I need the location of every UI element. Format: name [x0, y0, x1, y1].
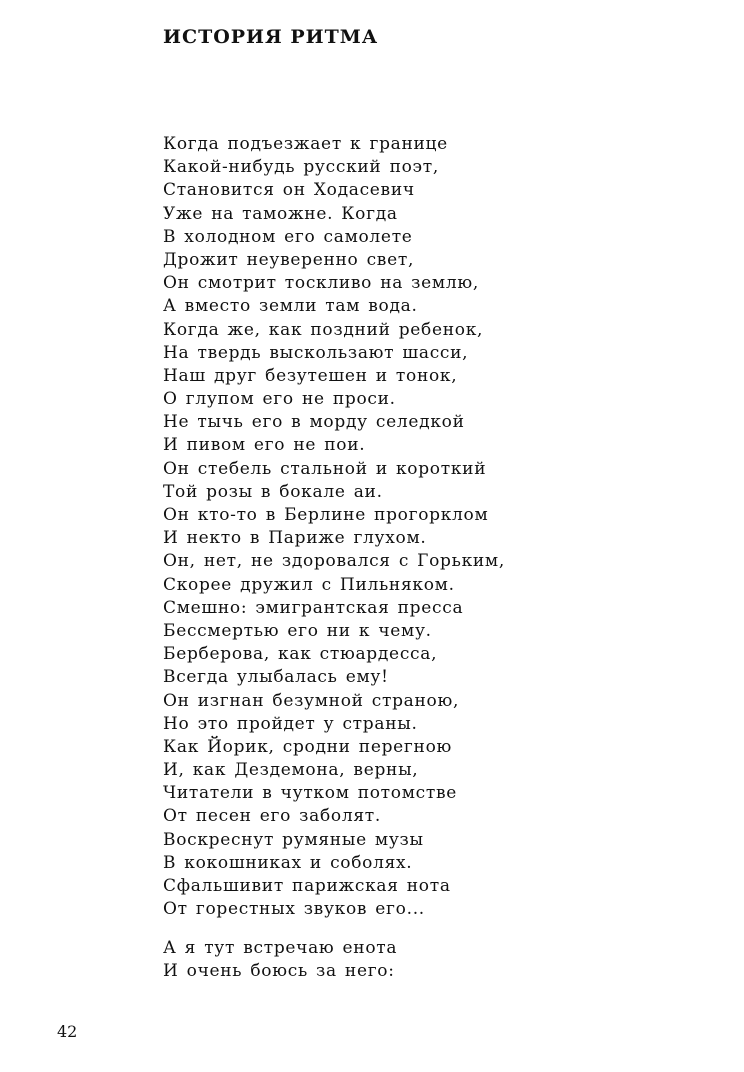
- poem-line: Становится он Ходасевич: [163, 180, 415, 201]
- poem-line: Всегда улыбалась ему!: [163, 667, 389, 688]
- poem-line: Не тычь его в морду селедкой: [163, 412, 465, 433]
- page-number: 42: [57, 1022, 78, 1041]
- poem-line: Когда подъезжает к границе: [163, 134, 448, 154]
- poem-line: И пивом его не пои.: [163, 435, 366, 456]
- poem-line: От песен его заболят.: [163, 806, 381, 827]
- stanza-1: [163, 133, 505, 921]
- poem-line: Когда же, как поздний ребенок,: [163, 319, 484, 340]
- poem-line: Воскреснут румяные музы: [163, 829, 424, 850]
- poem-line: Но это пройдет у страны.: [163, 713, 418, 734]
- poem-line: Он смотрит тоскливо на землю,: [163, 273, 479, 294]
- poem-line: Сфальшивит парижская нота: [163, 876, 451, 896]
- poem-line: Он кто-то в Берлине прогорклом: [163, 505, 489, 525]
- poem-line: На твердь выскользают шасси,: [163, 342, 469, 363]
- poem-line: А вместо земли там вода.: [163, 296, 418, 317]
- poem-line: И очень боюсь за него:: [163, 961, 395, 982]
- poem-line: В кокошниках и соболях.: [163, 852, 413, 873]
- poem-line: Скорее дружил с Пильняком.: [163, 574, 455, 595]
- poem-line: От горестных звуков его...: [163, 899, 425, 920]
- stanza-2: [163, 937, 397, 983]
- poem-line: И, как Дездемона, верны,: [163, 760, 419, 781]
- poem-line: А я тут встречаю енота: [163, 938, 398, 958]
- poem-line: Он стебель стальной и короткий: [163, 458, 487, 479]
- poem-line: Он, нет, не здоровался с Горьким,: [163, 551, 505, 572]
- poem-line: Наш друг безутешен и тонок,: [163, 365, 458, 386]
- poem-line: О глупом его не проси.: [163, 389, 396, 410]
- poem-line: Уже на таможне. Когда: [163, 203, 398, 224]
- poem-line: Какой-нибудь русский поэт,: [163, 157, 439, 178]
- poem-line: Дрожит неуверенно свет,: [163, 249, 415, 270]
- poem-line: И некто в Париже глухом.: [163, 528, 427, 549]
- poem-line: Той розы в бокале аи.: [163, 481, 383, 502]
- poem-line: Смешно: эмигрантская пресса: [163, 597, 464, 618]
- poem-line: Он изгнан безумной страною,: [163, 690, 460, 711]
- poem-line: Бессмертью его ни к чему.: [163, 620, 432, 641]
- poem-line: В холодном его самолете: [163, 226, 413, 247]
- poem-line: Как Йорик, сродни перегною: [163, 736, 453, 757]
- poem-line: Берберова, как стюардесса,: [163, 644, 438, 665]
- poem-title: ИСТОРИЯ РИТМА: [163, 26, 379, 48]
- poem-line: Читатели в чутком потомстве: [163, 783, 458, 804]
